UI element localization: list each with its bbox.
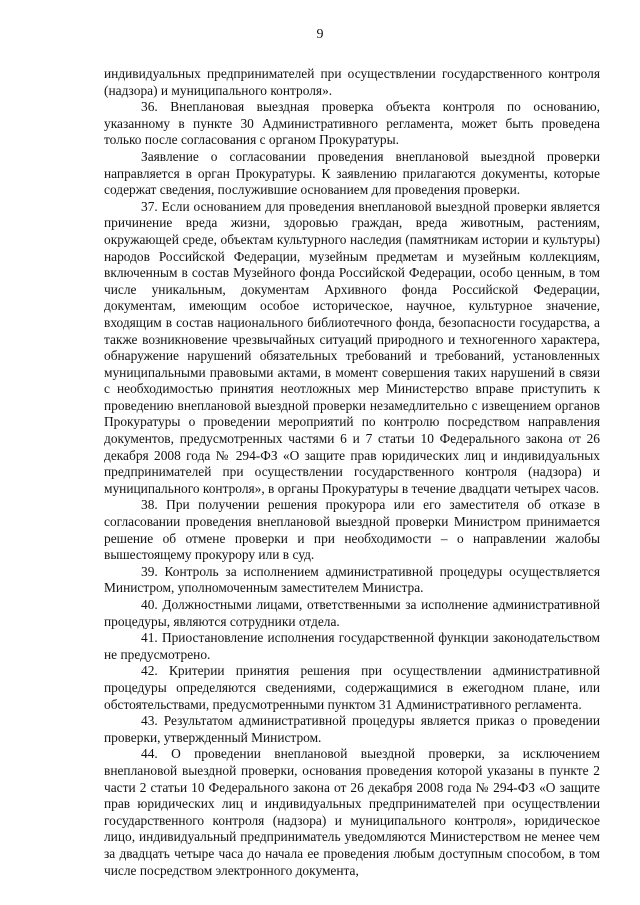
paragraph-36: 36. Внеплановая выездная проверка объекта контроля по основанию, указанному в пункте 30 Административного регламента, может быть проведена только после согласования с органом Прокуратуры. (104, 99, 600, 148)
paragraph-40: 40. Должностными лицами, ответственными за исполнение административной процедуры, являются сотрудники отдела. (104, 597, 600, 629)
paragraph-36-application: Заявление о согласовании проведения внеплановой выездной проверки направляется в орган Прокуратуры. К заявлению прилагаются документы, которые содержат сведения, послужившие основанием для проведения проверки. (104, 148, 600, 198)
paragraph-43: 43. Результатом административной процедуры является приказ о проведении проверки, утвержденный Министром. (104, 713, 600, 745)
document-body (104, 66, 600, 879)
page-number: 9 (316, 27, 324, 42)
paragraph-continuation: индивидуальных предпринимателей при осуществлении государственного контроля (надзора) и муниципального контроля». (104, 66, 600, 98)
paragraph-38: 38. При получении решения прокурора или его заместителя об отказе в согласовании проведения внеплановой выездной проверки Министром принимается решение об отмене проверки и при необходимости – о направлении жалобы вышестоящему прокурору или в суд. (104, 497, 600, 563)
paragraph-42: 42. Критерии принятия решения при осуществлении административной процедуры определяются сведениями, содержащимися в ежегодном плане, или обстоятельствами, предусмотренными пунктом 31 Административного регламента. (104, 663, 600, 712)
paragraph-37: 37. Если основанием для проведения внеплановой выездной проверки является причинение вреда жизни, здоровью граждан, вреда животным, растениям, окружающей среде, объектам культурного наследия (памятникам истории и культуры) народов Российской Федерации, музейным предметам и музейным коллекциям, включенным в состав Музейного фонда Российской Федерации, особо ценным, в том числе уникальным, документам Архивного фонда Российской Федерации, документам, имеющим особое историческое, научное, культурное значение, входящим в состав национального библиотечного фонда, безопасности государства, а также возникновение чрезвычайных ситуаций природного и техногенного характера, обнаружение нарушений обязательных требований и требований, установленных муниципальными правовыми актами, в момент совершения таких нарушений в связи с необходимостью принятия неотложных мер Министерство вправе приступить к проведению внеплановой выездной проверки незамедлительно с извещением органов Прокуратуры о проведении мероприятий по контролю посредством направления документов, предусмотренных частями 6 и 7 статьи 10 Федерального закона от 26 декабря 2008 года № 294-ФЗ «О защите прав юридических лиц и индивидуальных предпринимателей при осуществлении государственного контроля (надзора) и муниципального контроля», в органы Прокуратуры в течение двадцати четырех часов. (104, 198, 600, 496)
paragraph-41: 41. Приостановление исполнения государственной функции законодательством не предусмотрено. (104, 630, 600, 662)
paragraph-44: 44. О проведении внеплановой выездной проверки, за исключением внеплановой выездной проверки, основания проведения которой указаны в пункте 2 части 2 статьи 10 Федерального закона от 26 декабря 2008 года № 294-ФЗ «О защите прав юридических лиц и индивидуальных предпринимателей при осуществлении государственного контроля (надзора) и муниципального контроля», юридическое лицо, индивидуальный предприниматель уведомляются Министерством не менее чем за двадцать четыре часа до начала ее проведения любым доступным способом, в том числе посредством электронного документа, (104, 746, 600, 878)
paragraph-39: 39. Контроль за исполнением административной процедуры осуществляется Министром, уполномоченным заместителем Министра. (104, 563, 600, 596)
